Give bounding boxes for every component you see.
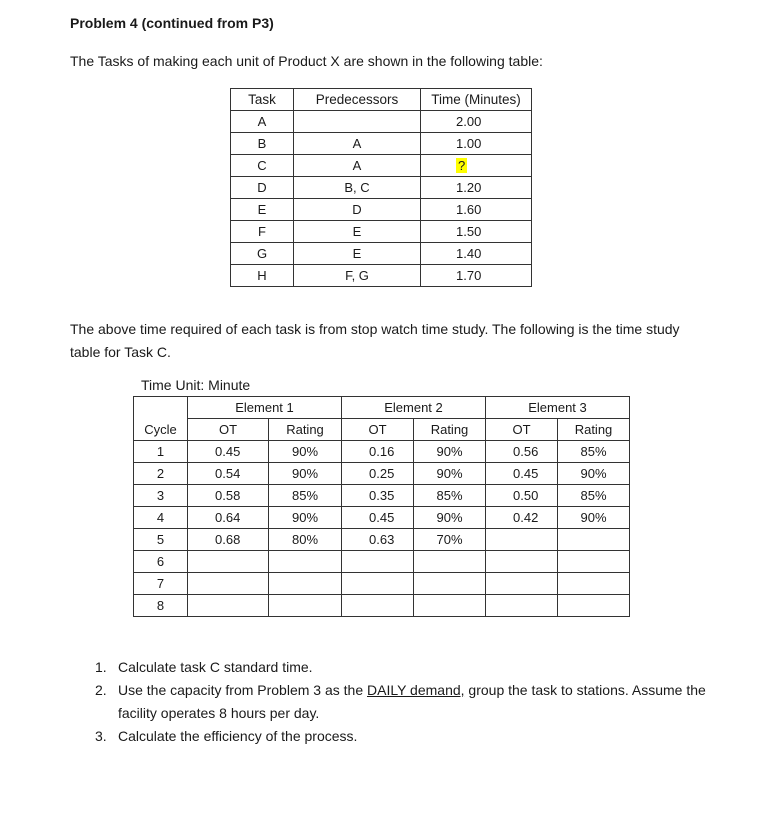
task-row	[231, 243, 532, 265]
predecessors-cell	[294, 111, 421, 133]
cycle-cell: 8	[134, 595, 188, 617]
ot-cell: 0.42	[486, 507, 558, 529]
rating-cell: 85%	[558, 441, 630, 463]
time-study-row	[134, 551, 630, 573]
time-cell: 1.20	[421, 177, 532, 199]
task-row	[231, 155, 532, 177]
rating-cell: 90%	[269, 441, 342, 463]
rating-header: Rating	[269, 419, 342, 441]
rating-cell: 90%	[269, 507, 342, 529]
ot-cell	[188, 595, 269, 617]
rating-cell	[414, 595, 486, 617]
predecessors-cell: B, C	[294, 177, 421, 199]
time-study-row	[134, 507, 630, 529]
task-row	[231, 265, 532, 287]
element-3-header: Element 3	[486, 397, 630, 419]
ot-cell: 0.50	[486, 485, 558, 507]
cycle-cell: 2	[134, 463, 188, 485]
time-cell: 1.40	[421, 243, 532, 265]
task-row	[231, 133, 532, 155]
unknown-time-highlight: ?	[458, 158, 466, 173]
ot-cell	[342, 573, 414, 595]
intro-text: The Tasks of making each unit of Product X are shown in the following table:	[70, 53, 543, 69]
rating-cell	[269, 595, 342, 617]
time-cell: 2.00	[421, 111, 532, 133]
ot-cell	[188, 573, 269, 595]
ot-cell	[486, 573, 558, 595]
time-cell	[421, 155, 532, 177]
rating-cell: 90%	[558, 507, 630, 529]
cycle-header-blank	[134, 397, 188, 419]
rating-header: Rating	[414, 419, 486, 441]
predecessors-cell: E	[294, 243, 421, 265]
ot-cell: 0.25	[342, 463, 414, 485]
ot-cell: 0.35	[342, 485, 414, 507]
time-study-row	[134, 485, 630, 507]
rating-cell	[414, 551, 486, 573]
question-number: 3.	[95, 728, 107, 744]
rating-cell: 90%	[414, 507, 486, 529]
task-id-cell: E	[231, 199, 294, 221]
task-row	[231, 177, 532, 199]
ot-cell: 0.58	[188, 485, 269, 507]
ot-cell	[486, 595, 558, 617]
rating-cell: 70%	[414, 529, 486, 551]
task-id-cell: F	[231, 221, 294, 243]
task-table-header-row	[231, 89, 532, 111]
rating-cell: 85%	[269, 485, 342, 507]
cycle-cell: 6	[134, 551, 188, 573]
question-item	[95, 725, 715, 748]
rating-cell	[558, 529, 630, 551]
time-study-row	[134, 573, 630, 595]
ot-header: OT	[486, 419, 558, 441]
ot-cell: 0.45	[188, 441, 269, 463]
task-id-cell: D	[231, 177, 294, 199]
task-row	[231, 111, 532, 133]
cycle-cell: 1	[134, 441, 188, 463]
predecessors-cell: D	[294, 199, 421, 221]
predecessors-cell: A	[294, 133, 421, 155]
cycle-header: Cycle	[134, 419, 188, 441]
underlined-daily-demand: DAILY demand,	[367, 682, 465, 698]
ot-cell: 0.64	[188, 507, 269, 529]
question-number: 2.	[95, 682, 107, 698]
rating-cell: 80%	[269, 529, 342, 551]
rating-cell: 85%	[558, 485, 630, 507]
time-cell: 1.70	[421, 265, 532, 287]
task-id-cell: C	[231, 155, 294, 177]
rating-cell	[269, 551, 342, 573]
header-task: Task	[231, 89, 294, 111]
cycle-cell: 4	[134, 507, 188, 529]
time-cell: 1.50	[421, 221, 532, 243]
ot-cell: 0.45	[486, 463, 558, 485]
time-study-row	[134, 463, 630, 485]
cycle-cell: 5	[134, 529, 188, 551]
ot-cell: 0.54	[188, 463, 269, 485]
rating-cell	[558, 595, 630, 617]
element-1-header: Element 1	[188, 397, 342, 419]
predecessors-cell: F, G	[294, 265, 421, 287]
cycle-cell: 7	[134, 573, 188, 595]
question-item	[95, 679, 715, 725]
rating-cell	[558, 551, 630, 573]
ot-cell: 0.68	[188, 529, 269, 551]
element-header-row	[134, 397, 630, 419]
ot-cell: 0.63	[342, 529, 414, 551]
cycle-cell: 3	[134, 485, 188, 507]
ot-header: OT	[188, 419, 269, 441]
time-study-table	[133, 396, 630, 617]
ot-cell	[342, 551, 414, 573]
task-table	[230, 88, 532, 287]
ot-cell	[486, 529, 558, 551]
time-study-row	[134, 595, 630, 617]
rating-cell: 90%	[414, 441, 486, 463]
task-id-cell: B	[231, 133, 294, 155]
rating-cell	[269, 573, 342, 595]
time-study-row	[134, 529, 630, 551]
question-number: 1.	[95, 659, 107, 675]
rating-cell: 90%	[269, 463, 342, 485]
question-list	[95, 656, 715, 748]
header-time: Time (Minutes)	[421, 89, 532, 111]
ot-cell: 0.16	[342, 441, 414, 463]
time-cell: 1.00	[421, 133, 532, 155]
problem-title: Problem 4 (continued from P3)	[70, 15, 274, 31]
task-id-cell: H	[231, 265, 294, 287]
rating-header: Rating	[558, 419, 630, 441]
task-id-cell: A	[231, 111, 294, 133]
ot-cell	[188, 551, 269, 573]
task-row	[231, 221, 532, 243]
task-row	[231, 199, 532, 221]
ot-cell	[342, 595, 414, 617]
question-text: Calculate the efficiency of the process.	[118, 728, 358, 744]
rating-cell: 90%	[558, 463, 630, 485]
time-study-paragraph: The above time required of each task is from stop watch time study. The following is the time study table for Task C.	[70, 321, 680, 360]
header-predecessors: Predecessors	[294, 89, 421, 111]
question-text-post: group the task to stations. Assume the facility operates 8 hours per day.	[118, 682, 706, 721]
predecessors-cell: A	[294, 155, 421, 177]
rating-cell: 90%	[414, 463, 486, 485]
time-unit-label: Time Unit: Minute	[141, 377, 251, 393]
element-2-header: Element 2	[342, 397, 486, 419]
question-text-pre: Use the capacity from Problem 3 as the	[118, 682, 367, 698]
rating-cell: 85%	[414, 485, 486, 507]
ot-cell: 0.56	[486, 441, 558, 463]
ot-cell	[486, 551, 558, 573]
time-cell: 1.60	[421, 199, 532, 221]
predecessors-cell: E	[294, 221, 421, 243]
ot-header: OT	[342, 419, 414, 441]
time-study-row	[134, 441, 630, 463]
sub-header-row	[134, 419, 630, 441]
question-text: Calculate task C standard time.	[118, 659, 313, 675]
rating-cell	[558, 573, 630, 595]
task-id-cell: G	[231, 243, 294, 265]
question-item	[95, 656, 715, 679]
ot-cell: 0.45	[342, 507, 414, 529]
rating-cell	[414, 573, 486, 595]
